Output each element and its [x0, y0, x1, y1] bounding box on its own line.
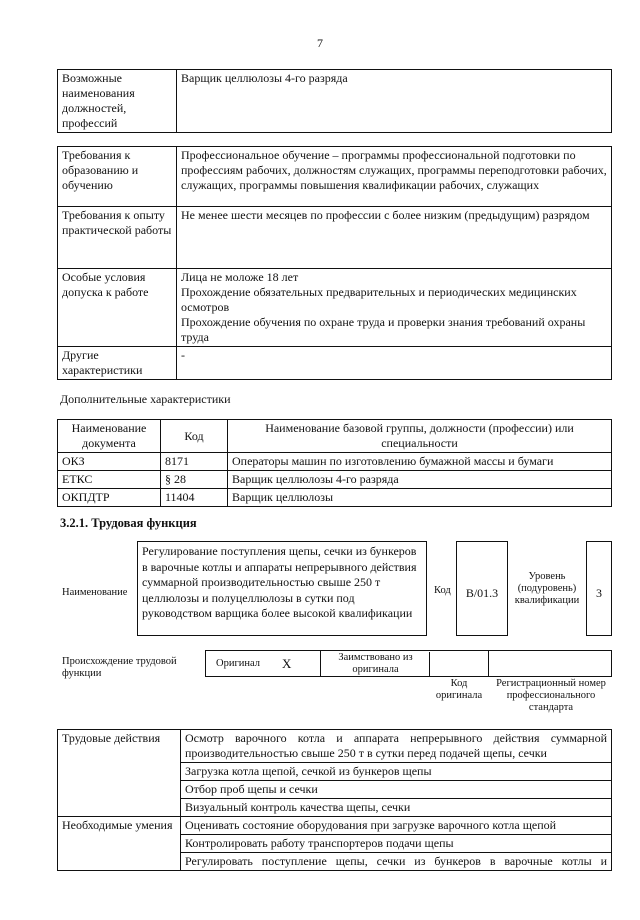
action-item: Визуальный контроль качества щепы, сечки: [181, 799, 612, 817]
other-label: Другие характеристики: [58, 347, 177, 380]
action-item: Осмотр варочного котла и аппарата непрерывного действия суммарной производительностью свыше 250 т в сутки перед подачей щепы, сечки: [181, 730, 612, 763]
additional-table: [57, 419, 612, 507]
table-row: ЕТКС § 28 Варщик целлюлозы 4-го разряда: [58, 471, 612, 489]
page-number: 7: [317, 36, 323, 50]
experience-label: Требования к опыту практической работы: [58, 207, 177, 269]
table-row: ОКЗ 8171 Операторы машин по изготовлению бумажной массы и бумаги: [58, 453, 612, 471]
function-name-value: Регулирование поступления щепы, сечки из бункеров в варочные котлы и аппараты непрерывного действия суммарной производительностью свыше 250 т целлюлозы и полуцеллюлозы в сутки под руководством варщика более высокой квалификации: [142, 544, 417, 620]
positions-table: [57, 69, 612, 133]
function-code-box: [456, 541, 508, 636]
positions-value: Варщик целлюлозы 4-го разряда: [177, 70, 612, 133]
header-code: Код: [161, 420, 228, 453]
additional-title: Дополнительные характеристики: [60, 392, 231, 406]
action-item: Отбор проб щепы и сечки: [181, 781, 612, 799]
admission-line: Прохождение обязательных предварительных и периодических медицинских осмотров: [181, 285, 577, 314]
function-heading: 3.2.1. Трудовая функция: [60, 516, 197, 530]
education-value: Профессиональное обучение – программы профессиональной подготовки по профессиям рабочих, должностям служащих, программы переподготовки рабочих, служащих, программы повышения квалификации рабочих, служащих: [177, 147, 612, 207]
skill-item: Оценивать состояние оборудования при загрузке варочного котла щепой: [181, 817, 612, 835]
skill-item: Регулировать поступление щепы, сечки из бункеров в варочные котлы и: [181, 853, 612, 871]
actions-label: Трудовые действия: [58, 730, 181, 817]
education-label: Требования к образованию и обучению: [58, 147, 177, 207]
borrowed-cell: Заимствовано из оригинала: [322, 652, 430, 677]
admission-value: [177, 269, 612, 347]
function-code-label: Код: [434, 585, 451, 596]
skills-label: Необходимые умения: [58, 817, 181, 871]
header-document: Наименование документа: [58, 420, 161, 453]
positions-label: Возможные наименования должностей, профессий: [58, 70, 177, 133]
qualification-level-box: [586, 541, 612, 636]
function-name-box: [137, 541, 427, 636]
qualification-level-label: Уровень (подуровень) квалификации: [514, 571, 580, 606]
origin-label: Происхождение трудовой функции: [62, 656, 177, 679]
origin-row: [205, 650, 612, 677]
original-code-cell: [430, 651, 489, 676]
registration-caption: Регистрационный номер профессионального стандарта: [496, 678, 606, 713]
header-name: Наименование базовой группы, должности (профессии) или специальности: [228, 420, 612, 453]
original-mark: X: [282, 656, 292, 671]
function-code-value: B/01.3: [465, 586, 499, 600]
action-item: Загрузка котла щепой, сечкой из бункеров щепы: [181, 763, 612, 781]
experience-value: Не менее шести месяцев по профессии с более низким (предыдущим) разрядом: [177, 207, 612, 269]
original-cell: Оригинал X: [206, 651, 321, 676]
other-value: -: [177, 347, 612, 380]
requirements-table: [57, 146, 612, 380]
admission-line: Лица не моложе 18 лет: [181, 270, 299, 284]
admission-line: Прохождение обучения по охране труда и проверки знания требований охраны труда: [181, 315, 586, 344]
original-code-caption: Код оригинала: [435, 678, 483, 701]
actions-table: [57, 729, 612, 871]
registration-number-cell: [489, 651, 613, 676]
admission-label: Особые условия допуска к работе: [58, 269, 177, 347]
qualification-level-value: 3: [596, 586, 602, 600]
function-name-label: Наименование: [62, 587, 128, 598]
skill-item: Контролировать работу транспортеров подачи щепы: [181, 835, 612, 853]
table-row: ОКПДТР 11404 Варщик целлюлозы: [58, 489, 612, 507]
